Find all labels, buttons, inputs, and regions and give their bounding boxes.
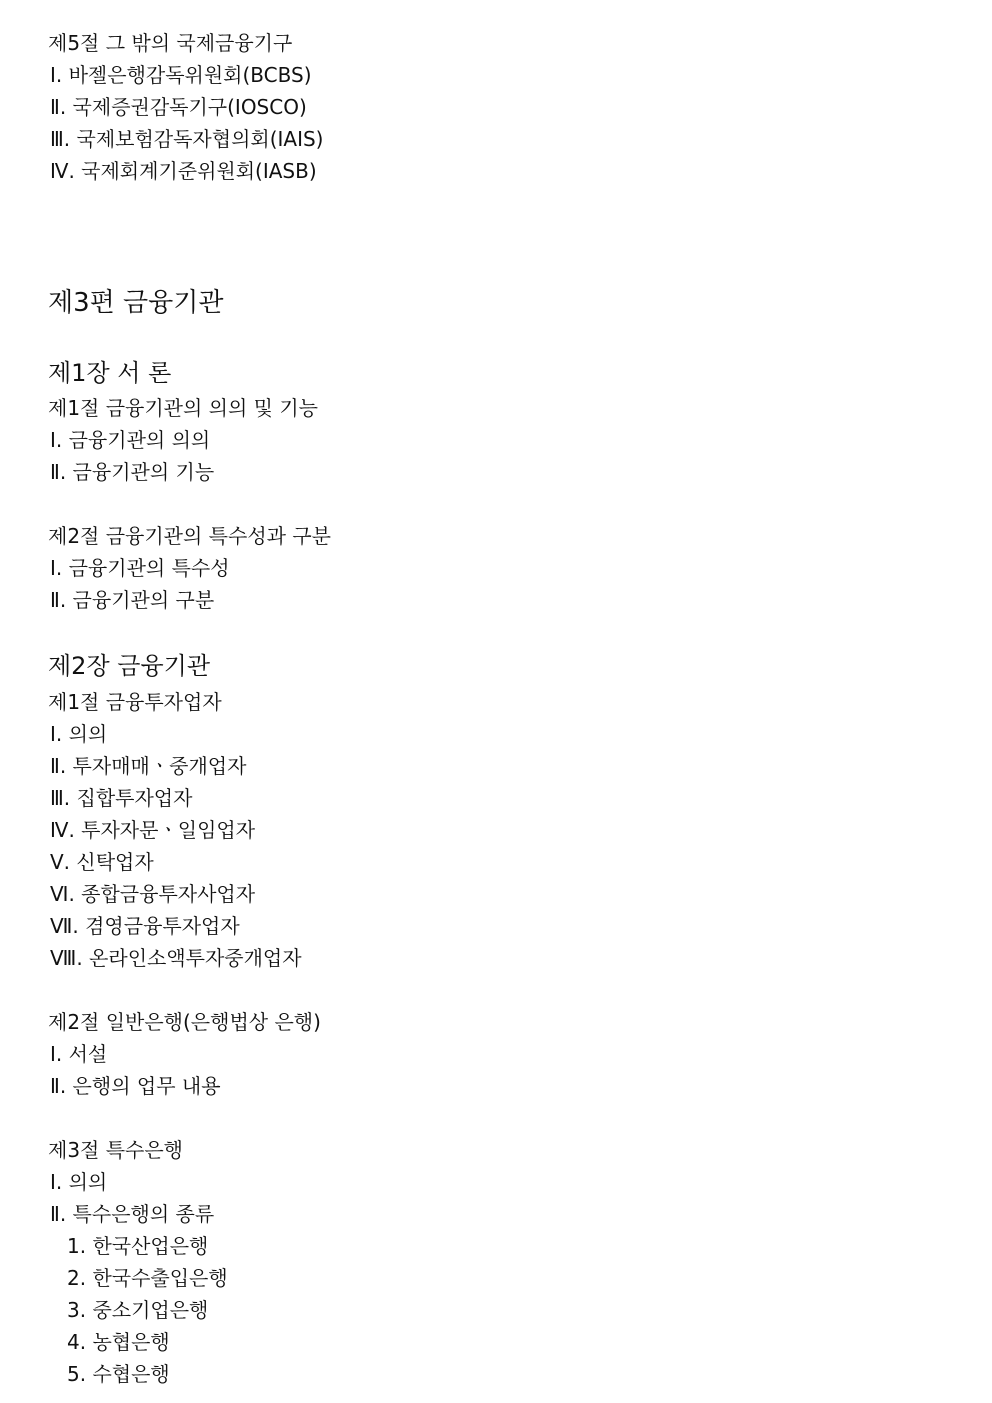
toc-item: Ⅰ. 의의: [50, 1170, 108, 1194]
toc-item: Ⅱ. 투자매매ㆍ중개업자: [50, 754, 247, 778]
section-title: 제3절 특수은행: [48, 1138, 184, 1162]
chapter-title: 제1장 서 론: [48, 359, 172, 387]
toc-item: Ⅰ. 바젤은행감독위원회(BCBS): [50, 63, 312, 87]
toc-subitem: 2. 한국수출입은행: [67, 1266, 228, 1290]
section-title: 제2절 일반은행(은행법상 은행): [48, 1010, 321, 1034]
toc-subitem: 4. 농협은행: [67, 1330, 170, 1354]
toc-item: Ⅲ. 국제보험감독자협의회(IAIS): [50, 127, 324, 151]
toc-subitem: 5. 수협은행: [67, 1362, 170, 1386]
toc-item: Ⅱ. 금융기관의 구분: [50, 588, 215, 612]
toc-item: Ⅰ. 서설: [50, 1042, 108, 1066]
toc-item: Ⅱ. 금융기관의 기능: [50, 460, 215, 484]
toc-item: Ⅱ. 은행의 업무 내용: [50, 1074, 221, 1098]
section-title: 제5절 그 밖의 국제금융기구: [48, 31, 293, 55]
section-title: 제1절 금융투자업자: [48, 690, 222, 714]
part-title: 제3편 금융기관: [48, 288, 224, 318]
toc-subitem: 1. 한국산업은행: [67, 1234, 209, 1258]
toc-item: Ⅵ. 종합금융투자사업자: [50, 882, 256, 906]
toc-item: Ⅷ. 온라인소액투자중개업자: [50, 946, 302, 970]
toc-item: Ⅲ. 집합투자업자: [50, 786, 193, 810]
toc-item: Ⅶ. 겸영금융투자업자: [50, 914, 240, 938]
chapter-title: 제2장 금융기관: [48, 652, 211, 680]
toc-item: Ⅱ. 특수은행의 종류: [50, 1202, 215, 1226]
section-title: 제2절 금융기관의 특수성과 구분: [48, 524, 331, 548]
toc-item: Ⅴ. 신탁업자: [50, 850, 154, 874]
toc-item: Ⅰ. 의의: [50, 722, 108, 746]
toc-item: Ⅳ. 투자자문ㆍ일임업자: [50, 818, 256, 842]
section-title: 제1절 금융기관의 의의 및 기능: [48, 396, 318, 420]
toc-item: Ⅳ. 국제회계기준위원회(IASB): [50, 159, 317, 183]
toc-item: Ⅱ. 국제증권감독기구(IOSCO): [50, 95, 307, 119]
toc-item: Ⅰ. 금융기관의 의의: [50, 428, 211, 452]
toc-item: Ⅰ. 금융기관의 특수성: [50, 556, 230, 580]
toc-subitem: 3. 중소기업은행: [67, 1298, 209, 1322]
